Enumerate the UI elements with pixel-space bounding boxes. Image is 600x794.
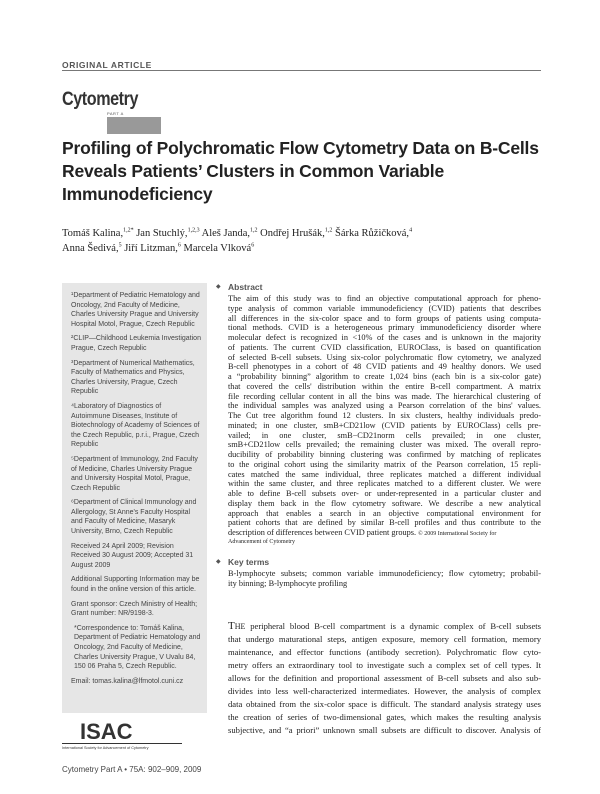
abstract-line [228,528,541,538]
copyright: © 2009 International Society for [418,531,497,537]
body-first-line: peripheral blood B-cell compartment is a dynamic complex of B-cell subsets [245,621,541,631]
affiliations-sidebar [62,283,207,713]
abstract-line: cates matched the same individual, three replicates matched a different individual [228,469,541,479]
author-affiliation-marker: 5 [118,242,122,249]
abstract-line: minated; in one cluster, smB+CD21low (CVID patients by EUROClass) cells pre- [228,420,541,430]
body-line: divides into less well-characterized intermediates. However, the analysis of complex [228,686,541,696]
abstract-line: approach that enables a search in an objective computational environment for [228,508,541,518]
affiliation: ¹Department of Pediatric Hematology and Oncology, 2nd Faculty of Medicine, Charles University Prague and University Hospital Motol, Prague, Czech Republic [71,292,200,328]
author-name: Jiří Litzman, [124,243,178,254]
bullet-icon: ◆ [216,559,221,565]
author-name: Marcela Vlková [183,243,252,254]
journal-logo-box [107,117,161,134]
key-terms-line: ity binning; B-lymphocyte profiling [228,579,348,588]
copyright-continued: Advancement of Cytometry [228,538,295,545]
abstract-heading: Abstract [228,282,263,292]
author-affiliation-marker: 1,2 [324,227,333,234]
affiliation: ³Department of Numerical Mathematics, Faculty of Mathematics and Physics, Charles University, Prague, Czech Republic [71,359,195,396]
author-affiliation-marker: 1,2 [250,227,258,234]
abstract-line: The Cut tree algorithm found 12 clusters. In six clusters, healthy individuals predo- [228,411,541,420]
grant-info: Grant sponsor: Czech Ministry of Health; Grant number: NR/9198-3. [71,600,198,618]
body-line: metry offers an extraordinary tool to investigate such a complex set of cell types. It [228,660,541,670]
body-line: subjective, and “a priori” unknown small subsets are difficult to discover. Analysis of [228,725,541,735]
abstract-line: the individual samples was analyzed using a Pearson correlation of the bins' values. [228,401,541,411]
abstract-text [228,294,541,548]
abstract-line: to the original cohort using the similarity matrix of the Pearson correlation, 15 repli- [228,459,541,469]
isac-wordmark: ISAC [62,721,182,744]
received-dates: Received 24 April 2009; Revision Received 30 August 2009; Accepted 31 August 2009 [71,542,194,569]
author-name: Aleš Janda, [201,228,251,239]
affiliation: ⁵Department of Immunology, 2nd Faculty of Medicine, Charles University Prague and University Hospital Motol, Prague, Czech Republic [71,455,198,492]
abstract-line: The aim of this study was to find an objective computational approach for pheno- [228,294,541,303]
isac-logo [62,721,182,751]
author-name: Tomáš Kalina, [62,228,124,239]
drop-cap: The [228,620,246,632]
author-affiliation-marker: 1,2* [123,227,134,234]
affiliation: ⁶Department of Clinical Immunology and Allergology, St Anne's Faculty Hospital and Faculty of Medicine, Masaryk University, Brno, Czech Republic [71,499,197,536]
email: Email: tomas.kalina@lfmotol.cuni.cz [71,677,184,685]
abstract-line: within the same cluster, and three replicates matched to a different cluster. We were [228,479,541,489]
abstract-line: of patients. The current CVID classification, EUROClass, is based on quantification [228,342,541,352]
key-terms-heading: Key terms [228,557,270,567]
abstract-line: smB+CD21low cells prevailed; the remaining cluster was mixed. The overall repro- [228,440,541,450]
affiliation: ⁴Laboratory of Diagnostics of Autoimmune Diseases, Institute of Biotechnology of Academy of Sciences of the Czech Republic, p.r.i., Prague, Czech Republic [71,402,200,449]
abstract-line: tional methods. CVID is a heterogeneous primary immunodeficiency disorder where [228,323,541,333]
affiliation: ²CLIP—Childhood Leukemia Investigation Prague, Czech Republic [71,335,201,352]
author-name: Jan Stuchlý, [136,228,188,239]
abstract-line: type analysis of common variable immunodeficiency (CVID) patients that describes [228,303,541,313]
author-affiliation-marker: 1,2,3 [187,227,200,234]
correspondence: *Correspondence to: Tomáš Kalina, Department of Pediatric Hematology and Oncology, 2nd Faculty of Medicine, Charles University Prague, V Uvalu 84, 150 06 Praha 5, Czech Republic. [74,624,201,671]
author-name: Anna Šedivá, [62,243,119,254]
body-line: that undergo maturational steps, antigen exposure, memory cell formation, memory [228,634,541,644]
affiliation-list [71,291,201,537]
left-column [62,283,207,775]
article-title: Profiling of Polychromatic Flow Cytometry Data on B-Cells Reveals Patients’ Clusters in Common Variable Immunodeficiency [62,138,539,204]
abstract-line: molecular defect is recognized in <10% of the cases and is unknown in the majority [228,333,541,342]
header-rule [62,70,541,71]
author-name: Ondřej Hrušák, [260,228,325,239]
body-line: allows for the definition and proportional assessment of B-cell subsets and also sub- [228,673,541,683]
section-label: ORIGINAL ARTICLE [62,60,152,70]
body-text [228,620,541,737]
abstract-line: vailed; in one cluster, smB−CD21norm cells prevailed; in one cluster, [228,430,541,440]
journal-part: PART A [107,111,124,116]
abstract-last-line: description of differences between CVID patient groups. [228,528,417,537]
abstract-line: a “probability binning” algorithm to create 1,024 bins (each bin is a six-color gate) [228,372,541,381]
abstract-line: able to define B-cell subsets over- or under-represented in a particular cluster and [228,489,541,498]
body-line: the creation of series of two-dimensional gates, which makes the resulting analysis [228,712,541,722]
page-footer: Cytometry Part A • 75A: 902–909, 2009 [62,765,202,774]
journal-logo: Cytometry [62,89,139,110]
abstract-line: of selected B-cell subsets. Using six-color polychromatic flow cytometry, we analyzed [228,352,541,362]
isac-tagline: International Society for Advancement of Cytometry [62,746,149,750]
abstract-line: ducibility of probability binning clustering was confirmed by matching of replicates [228,450,541,459]
bullet-icon: ◆ [216,284,221,290]
author-affiliation-marker: 4 [409,227,413,234]
body-line [228,620,541,633]
author-name: Šárka Růžičková, [335,228,410,239]
abstract-line: display them back in the flow cytometry software. We describe a new analytical [228,498,541,508]
supporting-info: Additional Supporting Information may be found in the online version of this article. [71,576,200,594]
body-line: maintenance, and effector functions (antibody secretion). Polychromatic flow cyto- [228,647,541,657]
abstract-line: that covered the cells' distribution within the entire B-cell compartment. A matrix [228,381,541,391]
key-terms-text [228,569,541,589]
author-affiliation-marker: 6 [251,242,255,249]
abstract-line: file recording cellular content in all the bins was made. The hierarchical clustering of [228,391,541,401]
body-line: data obtained from the six-color space is difficult. The standard analysis strategy uses [228,699,541,709]
abstract-line: B-cell phenotypes in a cohort of 48 CVID patients and 49 healthy donors. We used [228,362,541,372]
author-affiliation-marker: 6 [177,242,181,249]
author-list [62,226,542,256]
abstract-line: all differences in the six-color space and to form groups of patients using computa- [228,313,541,323]
key-terms-line: B-lymphocyte subsets; common variable immunodeficiency; flow cytometry; probabil- [228,569,541,578]
abstract-line: patient cohorts that are defined by similar B-cell profiles and thus contribute to the [228,518,541,528]
